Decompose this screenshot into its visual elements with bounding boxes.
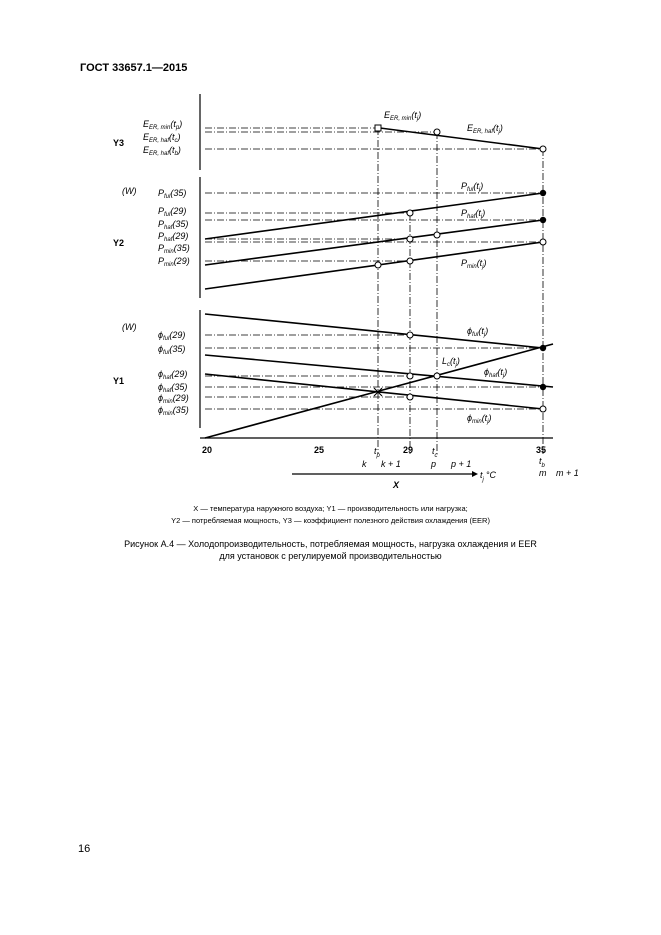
y2-label-5: $P_{min}(29)$ — [158, 256, 190, 268]
tp-label: $t_p$ — [374, 446, 380, 459]
y3-label-1: $E_{ER, haf}(t_c)$ — [143, 132, 181, 144]
eer-haf-curve-label: $E_{ER, haf}(t_j)$ — [467, 123, 503, 135]
p-ful-curve-label: $P_{ful}(t_j)$ — [461, 181, 484, 193]
x-tick-20: 20 — [202, 445, 213, 455]
eer-haf-curve — [380, 128, 543, 149]
y1-unit: (W) — [122, 322, 137, 332]
phi-min-curve — [205, 374, 543, 409]
phi-haf-curve-label: $\phi_{haf}(t_j)$ — [484, 367, 508, 379]
phi-ful-curve-label: $\phi_{ful}(t_j)$ — [467, 326, 489, 338]
y1-label-4: $\phi_{min}(29)$ — [158, 393, 189, 405]
tc-label: $t_c$ — [432, 446, 438, 459]
caption-line-2: для установок с регулируемой производительностью — [219, 551, 442, 561]
x-arrow-head — [472, 471, 478, 477]
y1-left-labels — [158, 330, 189, 417]
p-haf-curve-label: $P_{haf}(t_j)$ — [461, 208, 486, 220]
y1-label-1: $\phi_{ful}(35)$ — [158, 344, 186, 356]
phi-ful-curve — [205, 314, 543, 348]
y2-left-labels — [158, 188, 190, 268]
p-ful-curve — [205, 193, 543, 239]
p-min-curve-label: $P_{min}(t_j)$ — [461, 258, 487, 270]
y2-curve-labels — [461, 181, 487, 270]
y3-label-2: $E_{ER, haf}(t_b)$ — [143, 145, 181, 157]
x-axis-label: X — [393, 480, 400, 490]
y3-left-labels — [143, 119, 182, 157]
bin-k1: k + 1 — [381, 459, 401, 469]
lc-curve-label: $L_c(t_j)$ — [442, 356, 460, 368]
reference-lines — [205, 128, 543, 409]
figure-legend — [0, 503, 661, 527]
bin-k: k — [362, 459, 367, 469]
legend-line-2: Y2 — потребляемая мощность, Y3 — коэффициент полезного действия охлаждения (EER) — [171, 516, 490, 525]
y2-label-4: $P_{min}(35)$ — [158, 243, 190, 255]
x-tick-35: 35 — [536, 445, 547, 455]
eer-min-curve-label: $E_{ER, min}(t_j)$ — [384, 110, 422, 122]
page-number: 16 — [78, 843, 91, 855]
phi-min-curve-label: $\phi_{min}(t_j)$ — [467, 413, 492, 425]
x-arrow-label: $t_j$ °C — [480, 470, 496, 483]
y2-label-3: $P_{haf}(29)$ — [158, 231, 189, 243]
y2-axis-label: Y2 — [113, 238, 125, 248]
p-haf-curve — [205, 220, 543, 265]
y2-label-1: $P_{ful}(29)$ — [158, 206, 187, 218]
bin-m: m — [539, 468, 547, 478]
x-tick-25: 25 — [314, 445, 325, 455]
y3-label-0: $E_{ER, min}(t_p)$ — [143, 119, 183, 131]
caption-line-1: Рисунок А.4 — Холодопроизводительность, потребляемая мощность, нагрузка охлаждения и EER — [124, 539, 537, 549]
y2-unit: (W) — [122, 186, 137, 196]
document-header: ГОСТ 33657.1—2015 — [80, 62, 188, 74]
bin-m1: m + 1 — [556, 468, 579, 478]
legend-line-1: X — температура наружного воздуха; Y1 — производительность или нагрузка; — [193, 504, 468, 513]
axes — [200, 94, 553, 474]
y2-label-0: $P_{ful}(35)$ — [158, 188, 187, 200]
y1-label-0: $\phi_{ful}(29)$ — [158, 330, 186, 342]
figure-caption — [0, 538, 661, 562]
y2-label-2: $P_{haf}(35)$ — [158, 219, 189, 231]
y1-label-3: $\phi_{haf}(35)$ — [158, 382, 188, 394]
y1-axis-label: Y1 — [113, 376, 125, 386]
x-tick-29: 29 — [403, 445, 414, 455]
p-min-curve — [205, 242, 543, 289]
bin-p: p — [431, 459, 437, 469]
bin-p1: p + 1 — [451, 459, 472, 469]
vertical-guides — [378, 128, 543, 454]
y3-axis-label: Y3 — [113, 138, 125, 148]
y1-label-2: $\phi_{haf}(29)$ — [158, 369, 188, 381]
y1-label-5: $\phi_{min}(35)$ — [158, 405, 189, 417]
tb-label: $t_b$ — [539, 456, 545, 469]
